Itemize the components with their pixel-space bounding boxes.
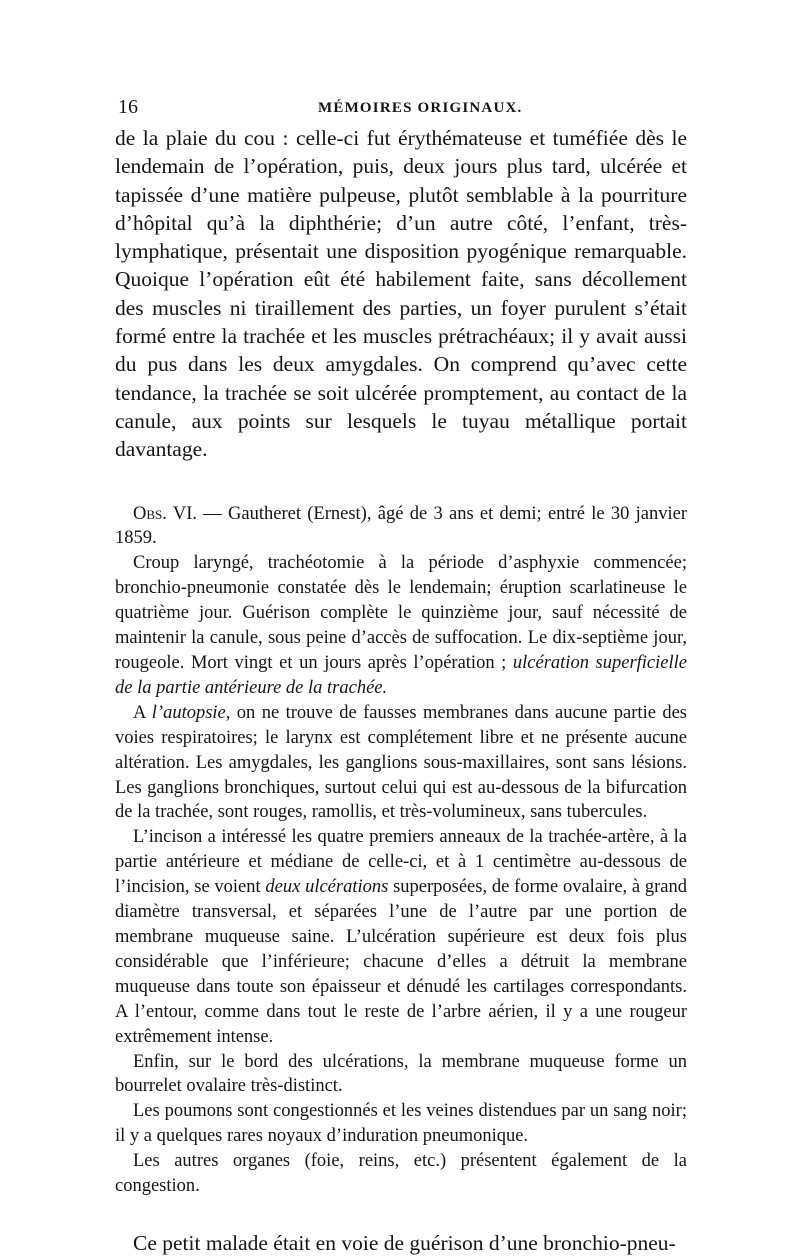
closing-section xyxy=(115,1229,687,1257)
incision-prefix: L’incison a intéressé les quatre premiers anneaux de la trachée-artère, à la partie antérieure et médiane de celle-ci, et à 1 centimètre au-dessous de l’incision, se voient xyxy=(115,827,687,898)
closing-paragraph: Ce petit malade était en voie de guérison d’une bronchio-pneu- xyxy=(133,1230,676,1255)
observation-patient: — Gautheret (Ernest), âgé de 3 ans et demi; entré le 30 janvier 1859. xyxy=(115,503,687,549)
summary-conclusion: ulcération superficielle de la partie antérieure de la trachée. xyxy=(115,653,687,698)
observation-label: Obs. VI. xyxy=(133,503,197,524)
autopsy-term: l’autopsie xyxy=(151,702,226,723)
ulceration-edge-paragraph: Enfin, sur le bord des ulcérations, la membrane muqueuse forme un bourrelet ovalaire très-distinct. xyxy=(115,1051,687,1097)
paragraph-continuation: de la plaie du cou : celle-ci fut érythémateuse et tuméfiée dès le lendemain de l’opération, puis, deux jours plus tard, ulcérée et tapissée d’une matière pulpeuse, plutôt semblable à la pourriture d’hôpital qu’à la diphthérie; d’un autre côté, l’enfant, très-lymphatique, présentait une disposition pyogénique remarquable. Quoique l’opération eût été habilement faite, sans décollement des muscles ni tiraillement des parties, un foyer purulent s’était formé entre la trachée et les muscles prétrachéaux; il y avait aussi du pus dans les deux amygdales. On comprend qu’avec cette tendance, la trachée se soit ulcérée promptement, au contact de la canule, aux points sur lesquels le tuyau métallique portait davantage. xyxy=(115,126,687,462)
incision-suffix: superposées, de forme ovalaire, à grand diamètre transversal, et séparées l’une de l’autre par une portion de membrane muqueuse saine. L’ulcération supérieure est deux fois plus considérable que l’inférieure; chacune d’elles a détruit la membrane muqueuse dans toute son épaisseur et dénudé les cartilages correspondants. A l’entour, comme dans tout le reste de l’arbre aérien, il y a une rougeur extrêmement intense. xyxy=(115,877,687,1047)
organs-paragraph: Les autres organes (foie, reins, etc.) présentent également de la congestion. xyxy=(115,1151,687,1197)
incision-term: deux ulcérations xyxy=(265,877,389,898)
running-head: MÉMOIRES ORIGINAUX. xyxy=(318,100,523,116)
opening-section xyxy=(115,124,687,464)
observation-summary xyxy=(115,551,687,700)
lungs-paragraph: Les poumons sont congestionnés et les veines distendues par un sang noir; il y a quelques rares noyaux d’induration pneumonique. xyxy=(115,1101,687,1147)
summary-text: Croup laryngé, trachéotomie à la période d’asphyxie commencée; bronchio-pneumonie constatée dès le lendemain; éruption scarlatineuse le quatrième jour. Guérison complète le quinzième jour, sauf nécessité de maintenir la canule, sous peine d’accès de suffocation. Le dix-septième jour, rougeole. Mort vingt et un jours après l’opération ; xyxy=(115,553,687,673)
observation-section xyxy=(115,502,687,1199)
page-header xyxy=(118,96,692,124)
incision-paragraph xyxy=(115,825,687,1049)
section-gap xyxy=(115,464,687,502)
observation-heading xyxy=(115,502,687,552)
autopsy-prefix: A xyxy=(133,702,152,723)
body-text xyxy=(115,124,687,1257)
section-gap xyxy=(115,1199,687,1229)
page-number: 16 xyxy=(118,96,138,118)
autopsy-text: , on ne trouve de fausses membranes dans aucune partie des voies respiratoires; le larynx est complétement libre et ne présente aucune altération. Les amygdales, les ganglions sous-maxillaires, sont sans lésions. Les ganglions bronchiques, surtout celui qui est au-dessous de la bifurcation de la trachée, sont rouges, ramollis, et très-volumineux, sans tubercules. xyxy=(115,702,687,823)
autopsy-paragraph xyxy=(115,701,687,826)
